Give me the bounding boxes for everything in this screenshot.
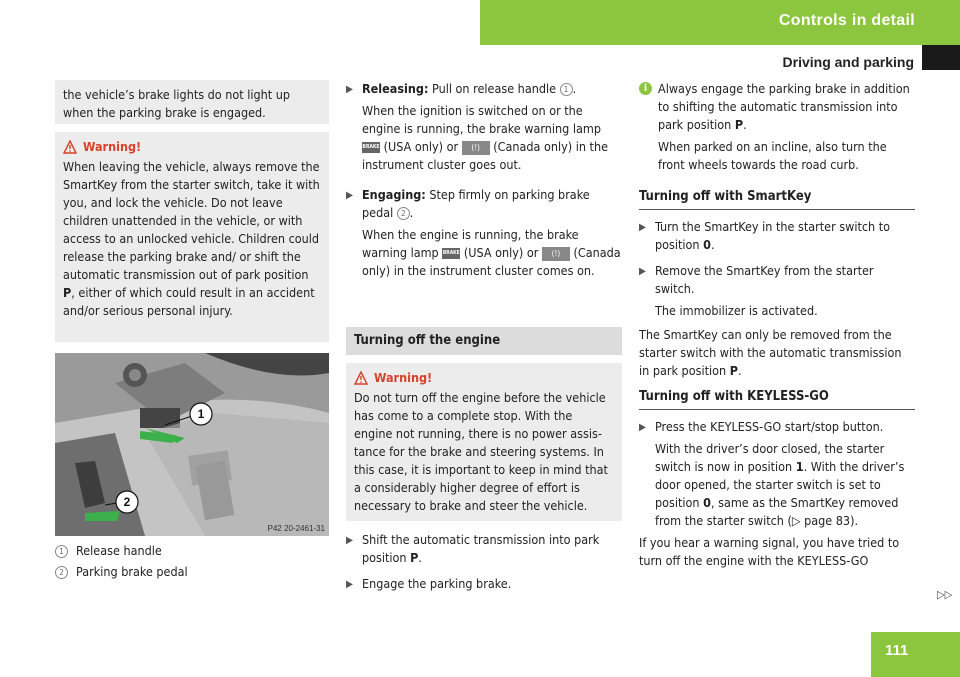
step-press-start-stop: ▶ Press the KEYLESS-GO start/stop button. With the driver’s door closed, the starter switch is now in position 1. With the driver’s door opened, the starter switch is set to position 0, same as the SmartKey removed from the starter switch (▷ page 83). xyxy=(639,418,915,534)
canada-brake-lamp-icon: (!) xyxy=(462,141,490,155)
step-arrow-icon: ▶ xyxy=(639,222,646,233)
callout-ref: 1 xyxy=(560,83,573,96)
parking-brake-figure xyxy=(55,353,329,536)
figure-legend xyxy=(55,542,329,581)
page-reference-link[interactable]: ▷ page 83). xyxy=(791,513,859,528)
section-heading: Turning off the engine xyxy=(346,327,622,355)
turning-off-engine-section xyxy=(346,327,622,594)
step-arrow-icon: ▶ xyxy=(639,266,646,277)
canada-brake-lamp-icon: (!) xyxy=(542,247,570,261)
step-shift-park: ▶ Shift the automatic transmission into park position P. xyxy=(346,532,600,565)
smartkey-paragraph: The SmartKey can only be removed from the starter switch with the automatic transmission in park position P. xyxy=(639,327,902,378)
legend-item xyxy=(55,542,329,560)
callout-2-label: 2 xyxy=(123,495,131,509)
note-box xyxy=(55,80,329,124)
warning-title: Warning! xyxy=(374,370,433,385)
brake-lamp-icon: BRAKE xyxy=(442,248,460,259)
legend-text: Parking brake pedal xyxy=(76,564,188,579)
warning-title: Warning! xyxy=(83,139,142,154)
step-arrow-icon: ▶ xyxy=(346,84,353,95)
final-paragraph: If you hear a warning signal, you have tried to turn off the engine with the KEYLESS-GO xyxy=(639,535,900,568)
middle-column xyxy=(346,80,622,284)
warning-heading xyxy=(63,138,321,156)
step-engaging: ▶ Engaging: Step firmly on parking brake pedal 2 . When the engine is running, the brake warning lamp BRAKE (USA only) or (!) (Canada only) in the instrument cluster comes on. xyxy=(346,186,622,284)
left-column xyxy=(55,80,329,342)
callout-1-label: 1 xyxy=(197,407,205,421)
legend-text: Release handle xyxy=(76,543,162,558)
continued-icon: ▷▷ xyxy=(937,588,953,601)
info-note: i Always engage the parking brake in addition to shifting the automatic transmission into park position P. When parked on an incline, also turn the front wheels towards the road curb. xyxy=(639,80,915,178)
step-arrow-icon: ▶ xyxy=(346,579,353,590)
info-icon: i xyxy=(639,82,652,95)
step-turn-key: ▶ Turn the SmartKey in the starter switch to position 0. xyxy=(639,219,891,252)
callout-ref: 2 xyxy=(397,207,410,220)
warning-body: When leaving the vehicle, always remove the SmartKey from the starter switch, take it with you, and lock the vehicle. Do not leave children unattended in the vehicle, or with access to an unlocked vehicle. Children could release the parking brake and/ or shift the automatic transmission out of park position P, either of which could result in an accident and/or serious personal injury. xyxy=(63,159,320,318)
warning-heading xyxy=(354,369,614,387)
figure-code: P42 20-2461-31 xyxy=(267,524,325,533)
warning-triangle-icon xyxy=(354,371,368,385)
legend-number: 1 xyxy=(55,545,68,558)
engine-warning-box xyxy=(346,363,622,521)
footwell-illustration xyxy=(55,353,329,536)
note-text: the vehicle’s brake lights do not light up when the parking brake is engaged. xyxy=(63,87,290,120)
step-remove-key: ▶ Remove the SmartKey from the starter switch. The immobilizer is activated. xyxy=(639,262,915,324)
legend-number: 2 xyxy=(55,566,68,579)
page-number-box xyxy=(871,632,960,677)
brake-lamp-icon: BRAKE xyxy=(362,142,380,153)
warning-triangle-icon xyxy=(63,140,77,154)
subsection-title: Driving and parking xyxy=(782,54,914,70)
legend-item xyxy=(55,563,329,581)
step-arrow-icon: ▶ xyxy=(346,190,353,201)
heading-smartkey: Turning off with SmartKey xyxy=(639,188,915,210)
section-title: Controls in detail xyxy=(778,12,915,29)
right-column xyxy=(639,80,915,570)
step-releasing: ▶ Releasing: Pull on release handle 1 . When the ignition is switched on or the engine is running, the brake warning lamp BRAKE (USA only) or (!) (Canada only) in the instrument cluster goes out. xyxy=(346,80,622,178)
page-number: 111 xyxy=(885,642,909,659)
warning-box xyxy=(55,132,329,342)
header-band xyxy=(480,0,960,45)
step-arrow-icon: ▶ xyxy=(639,422,646,433)
step-engage-brake: ▶ Engage the parking brake. xyxy=(346,575,622,594)
heading-keyless-go: Turning off with KEYLESS-GO xyxy=(639,388,915,410)
warning-body: Do not turn off the engine before the vehicle has come to a complete stop. With the engine not running, there is no power assistance for the brake and steering systems. In this case, it is important to keep in mind that a considerably higher degree of effort is necessary to brake and steer the vehicle. xyxy=(354,390,608,513)
thumb-tab xyxy=(922,45,960,70)
step-arrow-icon: ▶ xyxy=(346,535,353,546)
